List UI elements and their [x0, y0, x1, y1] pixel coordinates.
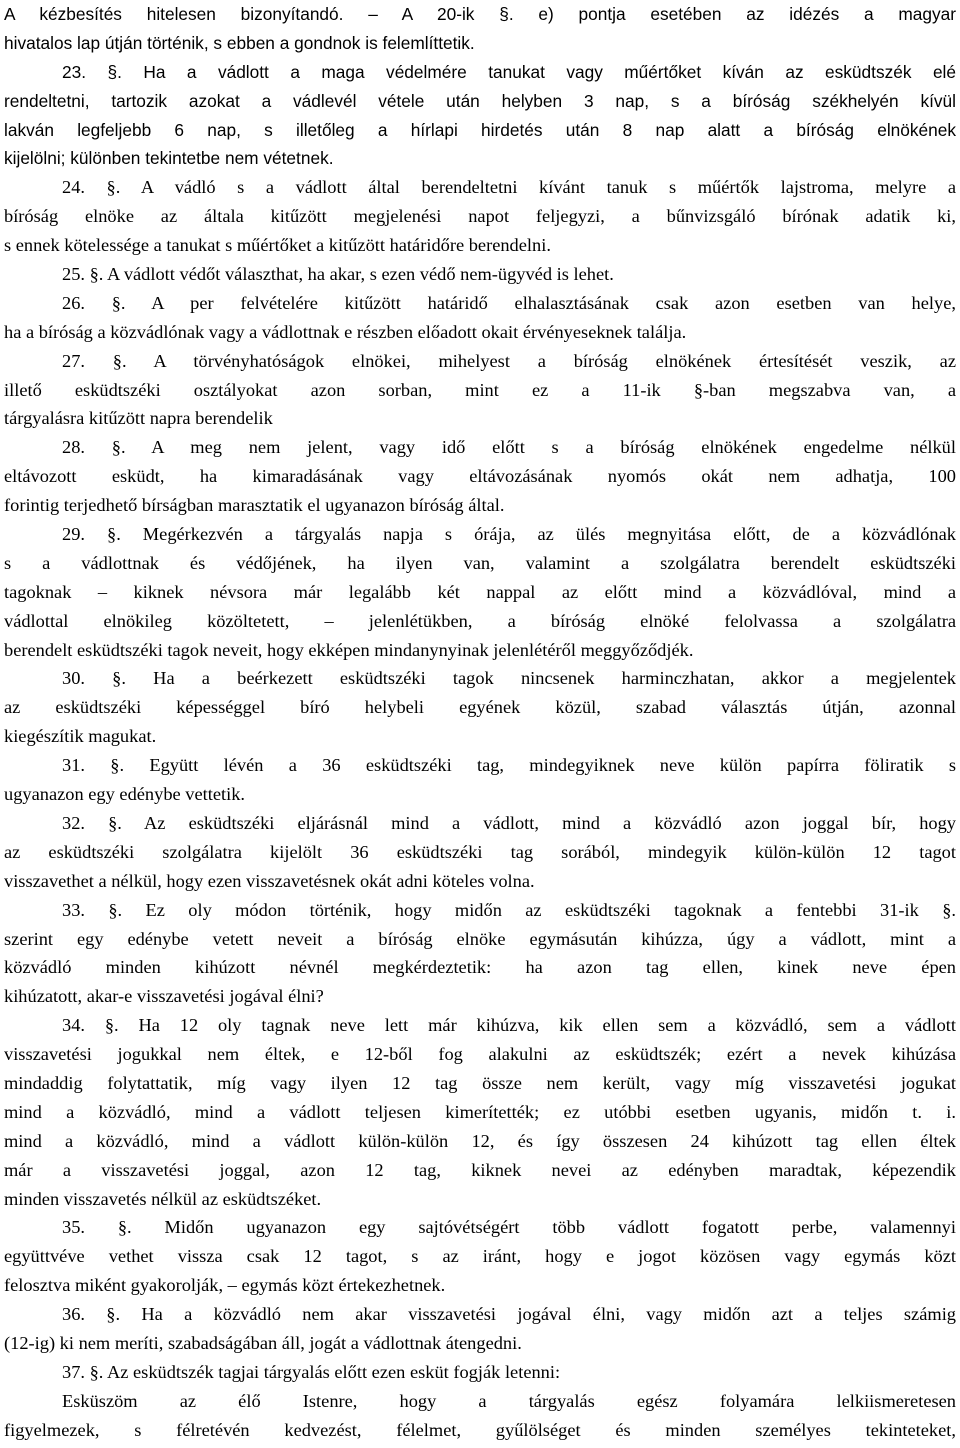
text-line: kiegészítik magukat. [4, 726, 157, 747]
section-37-line: 37. §. Az esküdtszék tagjai tárgyalás előtt ezen esküt fogják letenni: [62, 1361, 561, 1382]
text-line: eltávozott esküdt, ha kimaradásának vagy eltávozásának nyomós okát nem adhatja, 100 [4, 466, 956, 487]
text-line: rendeltetni, tartozik azokat a vádlevél vétele után helyben 3 nap, s a bíróság székhelyén kívül [4, 90, 956, 111]
text-line: s a vádlottnak és védőjének, ha ilyen van, valamint a szolgálatra berendelt esküdtszéki [4, 552, 956, 573]
text-line: forintig terjedhető bírságban marasztatik el ugyanazon bíróság által. [4, 495, 505, 516]
section-36-line: 36. §. Ha a közvádló nem akar visszavetési jogával élni, vagy midőn azt a teljes számig [62, 1304, 956, 1325]
text-line: hivatalos lap útján történik, s ebben a gondnok is felemlíttetik. [4, 32, 475, 53]
text-line: mind a közvádló, mind a vádlott külön-külön 12, és így összesen 24 kihúzott tag ellen éltek [4, 1130, 956, 1151]
text-line: felosztva miként gyakorolják, – egymás közt értekezhetnek. [4, 1275, 446, 1296]
text-line: berendelt esküdtszéki tagok neveit, hogy ekképen mindanynyinak jelenlétéről meggyőződjék. [4, 639, 694, 660]
text-line: kijelölni; különben tekintetbe nem vétetnek. [4, 148, 334, 169]
section-31-line: 31. §. Együtt lévén a 36 esküdtszéki tag, mindegyiknek neve külön papírra föliratik s [62, 755, 956, 776]
oath-text-line: Esküszöm az élő Istenre, hogy a tárgyalás egész folyamára lelkiismeretesen [62, 1390, 956, 1411]
section-28-line: 28. §. A meg nem jelent, vagy idő előtt s a bíróság elnökének engedelme nélkül [62, 437, 956, 458]
text-line: A kézbesítés hitelesen bizonyítandó. – A 20-ik §. e) pontja esetében az idézés a magyar [4, 4, 956, 24]
text-line: (12-ig) ki nem meríti, szabadságában áll, jogát a vádlottnak átengedni. [4, 1332, 522, 1353]
text-line: vádlottal elnökileg közöltetett, – jelenlétükben, a bíróság elnöké felolvassa a szolgálatra [4, 610, 956, 631]
text-line: illető esküdtszéki osztályokat azon sorban, mint ez a 11-ik §-ban megszabva van, a [4, 379, 956, 400]
text-line: ha a bíróság a közvádlónak vagy a vádlottnak e részben előadott okait érvényeseknek találja. [4, 321, 687, 342]
text-line: s ennek kötelessége a tanukat s műértőket a kitűzött határidőre berendelni. [4, 235, 551, 256]
text-line: kihúzatott, akar-e visszavetési jogával élni? [4, 986, 324, 1007]
text-line: mind a közvádló, mind a vádlott teljesen kimerítették; ez utóbbi esetben ugyanis, midőn t. i. [4, 1101, 956, 1122]
section-26-line: 26. §. A per felvételére kitűzött határidő elhalasztásának csak azon esetben van helye, [62, 292, 956, 313]
text-line: bíróság elnöke az általa kitűzött megjelenési napot feljegyzi, a bűnvizsgáló bírónak adatik ki, [4, 206, 956, 227]
text-line: ugyanazon egy edénybe vettetik. [4, 784, 246, 805]
section-35-line: 35. §. Midőn ugyanazon egy sajtóvétségért több vádlott fogatott perbe, valamennyi [62, 1217, 956, 1238]
section-32-line: 32. §. Az esküdtszéki eljárásnál mind a vádlott, mind a közvádló azon joggal bír, hogy [62, 812, 956, 833]
text-line: visszavethet a nélkül, hogy ezen visszavetésnek okát adni köteles volna. [4, 870, 535, 891]
text-line: tárgyalásra kitűzött napra berendelik [4, 408, 273, 429]
section-33-line: 33. §. Ez oly módon történik, hogy midőn az esküdtszéki tagoknak a fentebbi 31-ik §. [62, 899, 956, 920]
section-27-line: 27. §. A törvényhatóságok elnökei, mihelyest a bíróság elnökének értesítését veszik, az [62, 350, 956, 371]
text-line: együttvéve vethet vissza csak 12 tagot, s az iránt, hogy e jogot közösen vagy egymás közt [4, 1246, 956, 1267]
text-line: az esküdtszéki képességgel bíró helybeli egyének közül, szabad választás útján, azonnal [4, 697, 956, 718]
section-23-line: 23. §. Ha a vádlott a maga védelmére tanukat vagy műértőket kíván az esküdtszék elé [62, 61, 956, 82]
text-line: lakván legfeljebb 6 nap, s illetőleg a hírlapi hirdetés után 8 nap alatt a bíróság elnökének [4, 119, 956, 140]
section-34-line: 34. §. Ha 12 oly tagnak neve lett már kihúzva, kik ellen sem a közvádló, sem a vádlott [62, 1015, 956, 1036]
text-line: minden visszavetés nélkül az esküdtszéket. [4, 1188, 322, 1209]
section-25-line: 25. §. A vádlott védőt választhat, ha akar, s ezen védő nem-ügyvéd is lehet. [62, 264, 614, 285]
oath-text-line: figyelmezek, s félretévén kedvezést, félelmet, gyűlölséget és minden személyes tekinteteket, [4, 1419, 956, 1440]
text-line: tagoknak – kiknek névsora már legalább két nappal az előtt mind a közvádlóval, mind a [4, 581, 956, 602]
section-29-line: 29. §. Megérkezvén a tárgyalás napja s órája, az ülés megnyitása előtt, de a közvádlónak [62, 524, 956, 545]
section-30-line: 30. §. Ha a beérkezett esküdtszéki tagok nincsenek harminczhatan, akkor a megjelentek [62, 668, 956, 689]
text-line: közvádló minden kihúzott névnél megkérdeztetik: ha azon tag ellen, kinek neve épen [4, 957, 956, 978]
text-line: visszavetési jogukkal nem éltek, e 12-ből fog alakulni az esküdtszék; ezért a nevek kihúzása [4, 1044, 956, 1065]
text-line: szerint egy edénybe vetett neveit a bíróság elnöke egymásután kihúzza, úgy a vádlott, mint a [4, 928, 956, 949]
section-24-line: 24. §. A vádló s a vádlott által berendeltetni kívánt tanuk s műértők lajstroma, melyre a [62, 177, 956, 198]
text-line: az esküdtszéki szolgálatra kijelölt 36 esküdtszéki tag sorából, mindegyik külön-külön 12 tagot [4, 841, 956, 862]
text-line: mindaddig folytattatik, míg vagy ilyen 12 tag össze nem került, vagy míg visszavetési jogukat [4, 1072, 956, 1093]
document-text [4, 0, 956, 1445]
text-line: már a visszavetési joggal, azon 12 tag, kiknek nevei az edényben maradtak, képezendik [4, 1159, 956, 1180]
